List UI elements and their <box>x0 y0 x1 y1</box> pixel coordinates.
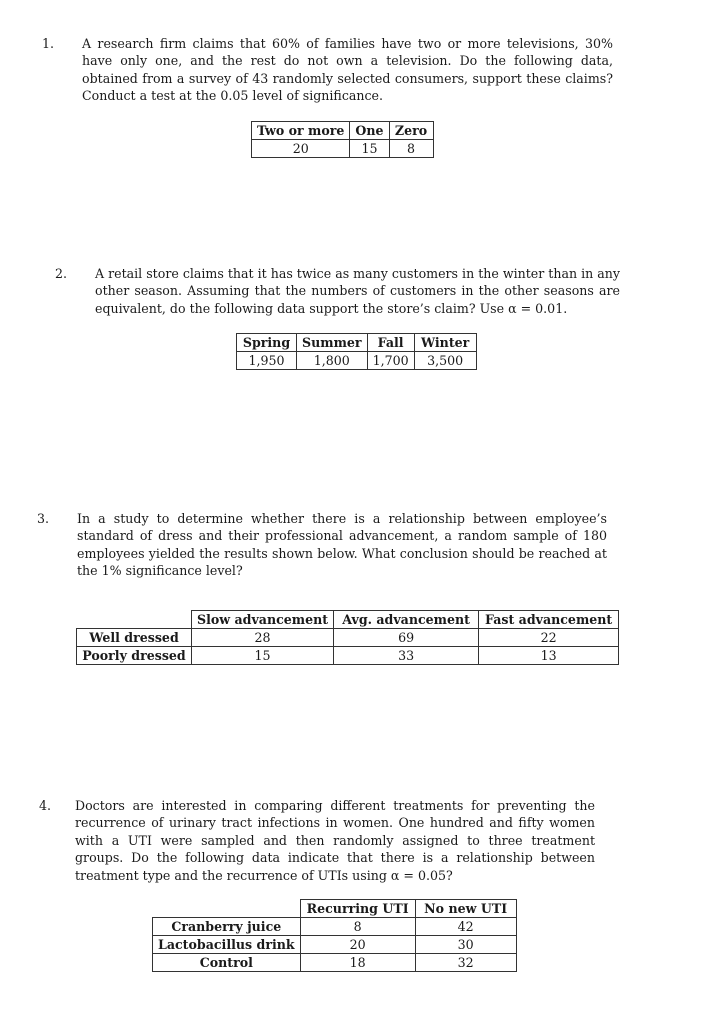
table-cell: 1,950 <box>237 352 297 370</box>
table-cell: 3,500 <box>414 352 476 370</box>
table-header: Recurring UTI <box>300 900 415 918</box>
problem-2-number: 2. <box>55 266 68 281</box>
table-header: No new UTI <box>415 900 516 918</box>
table-corner <box>77 611 192 629</box>
table-header: Fast advancement <box>479 611 619 629</box>
table-header: Winter <box>414 334 476 352</box>
table-cell: 1,800 <box>297 352 368 370</box>
table-header: Summer <box>297 334 368 352</box>
table-cell: 28 <box>192 629 334 647</box>
table-header: One <box>350 122 389 140</box>
table-cell: 42 <box>415 918 516 936</box>
table-cell: 1,700 <box>367 352 414 370</box>
table-cell: 32 <box>415 954 516 972</box>
problem-4-text: 4. Doctors are interested in comparing different treatments for preventing the recurrence of urinary tract infections in women. One hundred and fifty women with a UTI were sampled and then randomly assigned to three treatment groups. Do the following data indicate that there is a relationship between treatment type and the recurrence of UTIs using α = 0.05? <box>39 798 595 883</box>
problem-1-table <box>251 121 434 158</box>
problem-3-text: 3. In a study to determine whether there is a relationship between employee’s standard of dress and their professional advancement, a random sample of 180 employees yielded the results shown below. What conclusion should be reached at the 1% significance level? <box>37 511 607 579</box>
problem-1-text: 1. A research firm claims that 60% of families have two or more televisions, 30% have only one, and the rest do not own a television. Do the following data, obtained from a survey of 43 randomly selected consumers, support these claims? Conduct a test at the 0.05 level of significance. <box>42 36 613 104</box>
table-row <box>153 936 517 954</box>
table-header: Zero <box>389 122 433 140</box>
table-row <box>237 352 477 370</box>
table-cell: 22 <box>479 629 619 647</box>
table-header: Slow advancement <box>192 611 334 629</box>
problem-2-table <box>236 333 477 370</box>
table-cell: 8 <box>300 918 415 936</box>
problem-2-text: 2. A retail store claims that it has twice as many customers in the winter than in any other season. Assuming that the numbers of customers in the other seasons are equivalent, do the following data support the store’s claim? Use α = 0.01. <box>55 266 620 316</box>
table-header: Fall <box>367 334 414 352</box>
table-header: Two or more <box>252 122 350 140</box>
table-cell: 30 <box>415 936 516 954</box>
problem-3 <box>37 510 607 580</box>
table-cell: 18 <box>300 954 415 972</box>
problem-4 <box>39 797 595 884</box>
table-cell: 8 <box>389 140 433 158</box>
table-row <box>252 140 434 158</box>
table-cell: 13 <box>479 647 619 665</box>
table-cell: 15 <box>350 140 389 158</box>
problem-4-number: 4. <box>39 798 52 813</box>
table-cell: 15 <box>192 647 334 665</box>
problem-4-table <box>152 899 517 972</box>
table-row <box>153 918 517 936</box>
table-header: Spring <box>237 334 297 352</box>
table-cell: 69 <box>334 629 479 647</box>
table-corner <box>153 900 301 918</box>
row-label: Control <box>153 954 301 972</box>
row-label: Poorly dressed <box>77 647 192 665</box>
table-cell: 33 <box>334 647 479 665</box>
row-label: Well dressed <box>77 629 192 647</box>
table-row <box>77 629 619 647</box>
row-label: Cranberry juice <box>153 918 301 936</box>
table-row <box>77 647 619 665</box>
problem-2 <box>55 265 620 317</box>
row-label: Lactobacillus drink <box>153 936 301 954</box>
problem-3-number: 3. <box>37 511 50 526</box>
table-cell: 20 <box>300 936 415 954</box>
problem-1-number: 1. <box>42 36 55 51</box>
table-row <box>153 954 517 972</box>
problem-1 <box>42 35 613 105</box>
problem-3-table <box>76 610 619 665</box>
table-cell: 20 <box>252 140 350 158</box>
table-header: Avg. advancement <box>334 611 479 629</box>
